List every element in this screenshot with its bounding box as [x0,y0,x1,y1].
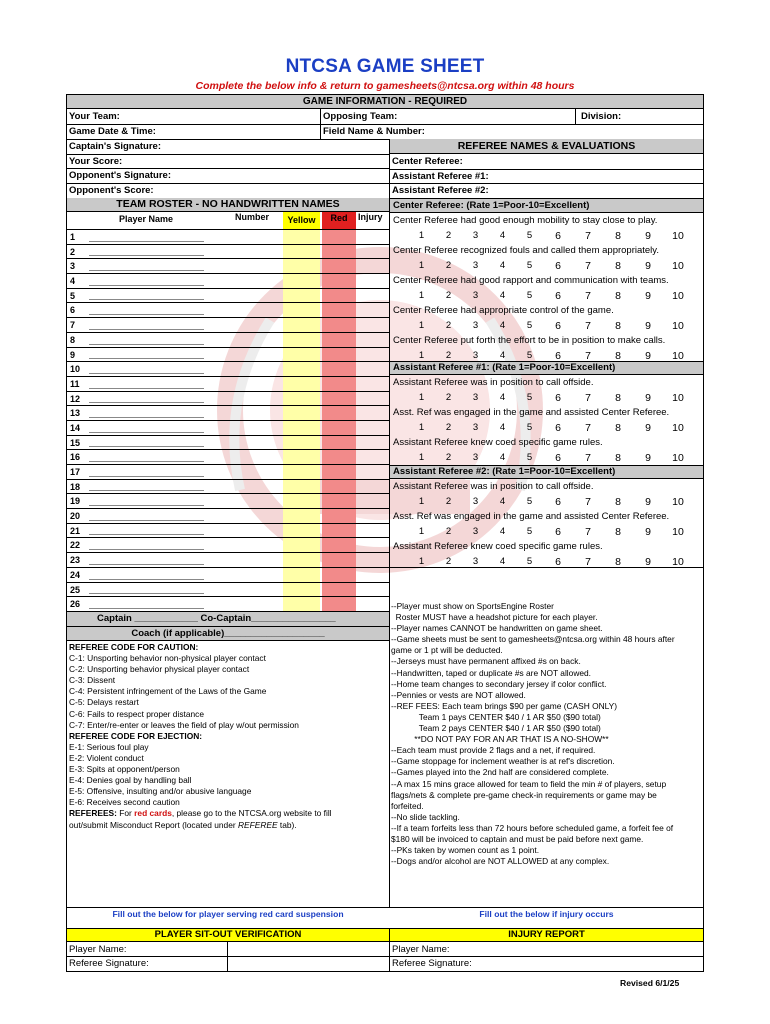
rating-option[interactable]: 7 [585,349,591,362]
ar2-questions [390,479,703,569]
rating-option[interactable]: 3 [472,320,479,331]
player-name-line[interactable] [89,421,204,433]
roster-row [67,361,389,376]
rating-option[interactable]: 4 [499,320,506,331]
roster-row [67,332,389,347]
rule-line: --Player must show on SportsEngine Roster [391,601,554,611]
rating-option[interactable]: 4 [499,392,506,403]
rating-question: Assistant Referee knew coed specific game rules. [393,437,603,448]
roster-row-number: 13 [70,408,81,419]
col-injury: Injury [358,212,383,222]
rating-option[interactable]: 1 [418,260,425,271]
rating-option[interactable]: 7 [585,525,591,538]
rating-option[interactable]: 9 [645,229,651,242]
rating-option[interactable]: 8 [615,451,621,464]
rule-line: Team 2 pays CENTER $40 / 1 AR $50 ($90 total) [391,723,601,734]
roster-row [67,582,389,597]
assistant-referee-1-label: Assistant Referee #1: [392,171,489,182]
rating-option[interactable]: 4 [499,526,506,537]
rating-option[interactable]: 10 [672,495,684,508]
roster-row-number: 15 [70,437,81,448]
rating-option[interactable]: 7 [585,319,591,332]
rating-option[interactable]: 10 [672,525,684,538]
rating-option[interactable]: 10 [672,289,684,302]
player-name-line[interactable] [89,406,204,418]
rating-question: Assistant Referee was in position to call offside. [393,481,594,492]
rating-question: Center Referee had appropriate control of the game. [393,305,614,316]
referees-note: REFEREES: For red cards, please go to the NTCSA.org website to fill [69,808,332,819]
roster-row [67,258,389,273]
rating-option[interactable]: 6 [555,391,561,404]
page-title: NTCSA GAME SHEET [285,56,485,77]
roster-row-number: 4 [70,276,76,287]
rating-option[interactable]: 9 [645,555,651,568]
rating-question: Assistant Referee knew coed specific game rules. [393,541,603,552]
roster-row [67,479,389,494]
rating-option[interactable]: 4 [499,422,506,433]
rating-option[interactable]: 5 [526,526,533,537]
rating-option[interactable]: 10 [672,259,684,272]
page-subtitle: Complete the below info & return to gamesheets@ntcsa.org within 48 hours [195,80,575,92]
rule-line: $180 will be invoiced to captain and must be paid before next game. [391,833,644,844]
opponents-signature-label: Opponent's Signature: [69,170,172,181]
rule-line: --Home team changes to secondary jersey if color conflict. [391,678,607,689]
roster-row-number: 2 [70,246,76,257]
field-name-label: Field Name & Number: [323,126,425,137]
opponents-score-label: Opponent's Score: [69,185,154,196]
rating-option[interactable]: 3 [472,350,479,361]
opposing-team-label: Opposing Team: [323,111,398,122]
rule-line: --Each team must provide 2 flags and a net, if required. [391,745,596,756]
rating-option[interactable]: 2 [445,230,452,241]
injury-player-name: Player Name: [392,944,450,955]
code-item: E-6: Receives second caution [69,797,180,808]
rating-option[interactable]: 1 [418,320,425,331]
rating-option[interactable]: 8 [615,495,621,508]
rating-question: Asst. Ref was engaged in the game and assisted Center Referee. [393,407,670,418]
rating-option[interactable]: 4 [499,290,506,301]
rule-line: --REF FEES: Each team brings $90 per game (CASH ONLY) [391,700,618,711]
roster-row [67,405,389,420]
col-red: Red [322,212,356,229]
rating-option[interactable]: 4 [499,350,506,361]
rating-option[interactable]: 6 [555,451,561,464]
code-item: C-3: Dissent [69,675,116,686]
roster-row [67,523,389,538]
col-number: Number [235,212,270,222]
ar1-questions [390,375,703,465]
roster-row-number: 20 [70,511,81,522]
rating-option[interactable]: 3 [472,230,479,241]
rating-scale[interactable] [390,258,703,273]
rule-line: --Game stoppage for inclement weather is at ref's discretion. [391,756,615,767]
rating-scale[interactable] [390,420,703,435]
roster-row-number: 9 [70,349,76,360]
roster-row-number: 3 [70,261,76,272]
roster-row [67,244,389,259]
rating-option[interactable]: 6 [555,525,561,538]
roster-row [67,449,389,464]
player-name-line[interactable] [89,303,204,315]
player-name-line[interactable] [89,509,204,521]
rating-question: Center Referee had good enough mobility to stay close to play. [393,215,658,226]
player-name-line[interactable] [89,524,204,536]
rating-option[interactable]: 10 [672,349,684,362]
captains-signature-label: Captain's Signature: [69,141,161,152]
rating-option[interactable]: 5 [526,422,533,433]
rating-option[interactable]: 3 [472,260,479,271]
player-name-line[interactable] [89,377,204,389]
roster-rows [67,229,389,611]
roster-row-number: 12 [70,393,81,404]
rating-option[interactable]: 2 [445,260,452,271]
rating-question: Center Referee put forth the effort to be in position to make calls. [393,335,666,346]
rating-option[interactable]: 9 [645,349,651,362]
sitout-header: PLAYER SIT-OUT VERIFICATION [67,928,389,942]
rating-option[interactable]: 1 [418,496,425,507]
rating-option[interactable]: 8 [615,421,621,434]
sitout-player-name: Player Name: [69,944,127,955]
roster-row-number: 17 [70,467,81,477]
player-name-line[interactable] [89,583,204,595]
player-name-line[interactable] [89,436,204,448]
game-info-header: GAME INFORMATION - REQUIRED [67,95,703,109]
rating-option[interactable]: 10 [672,555,684,568]
rating-option[interactable]: 10 [672,421,684,434]
rating-option[interactable]: 3 [472,452,479,463]
rule-line: Team 1 pays CENTER $40 / 1 AR $50 ($90 total) [391,711,601,722]
player-name-line[interactable] [89,289,204,301]
injury-note: Fill out the below if injury occurs [479,909,614,919]
roster-row-number: 7 [70,320,76,331]
rating-option[interactable]: 4 [499,556,506,567]
rating-option[interactable]: 6 [555,259,561,272]
rating-option[interactable]: 9 [645,319,651,332]
ejection-title: REFEREE CODE FOR EJECTION: [69,730,203,741]
rating-option[interactable]: 10 [672,319,684,332]
rating-scale[interactable] [390,390,703,405]
rule-line: --Handwritten, taped or duplicate #s are NOT allowed. [391,667,592,678]
roster-row [67,376,389,391]
rating-option[interactable]: 2 [445,556,452,567]
rating-option[interactable]: 9 [645,421,651,434]
roster-row [67,596,389,611]
rule-line: forfeited. [391,800,424,811]
roster-row-number: 18 [70,481,81,492]
rating-option[interactable]: 6 [555,349,561,362]
game-date-time-label: Game Date & Time: [69,126,156,137]
rating-option[interactable]: 5 [526,290,533,301]
rating-option[interactable]: 3 [472,422,479,433]
roster-row [67,420,389,435]
rating-option[interactable]: 8 [615,349,621,362]
roster-row [67,347,389,362]
roster-row-number: 24 [70,569,81,580]
code-item: C-1: Unsporting behavior non-physical player contact [69,653,266,664]
your-team-label: Your Team: [69,111,120,122]
rule-line: --Pennies or vests are NOT allowed. [391,689,526,700]
rating-option[interactable]: 2 [445,452,452,463]
rating-question: Asst. Ref was engaged in the game and assisted Center Referee. [393,511,670,522]
code-item: E-4: Denies goal by handling ball [69,775,192,786]
rating-option[interactable]: 4 [499,496,506,507]
your-score-label: Your Score: [69,156,123,167]
rating-option[interactable]: 9 [645,525,651,538]
player-name-line[interactable] [89,392,204,404]
rating-option[interactable]: 2 [445,526,452,537]
rating-option[interactable]: 3 [472,526,479,537]
rating-option[interactable]: 2 [445,320,452,331]
player-name-line[interactable] [89,494,204,506]
rating-option[interactable]: 4 [499,260,506,271]
sitout-referee-signature: Referee Signature: [69,958,149,969]
rating-option[interactable]: 7 [585,451,591,464]
rating-option[interactable]: 10 [672,229,684,242]
injury-header: INJURY REPORT [390,928,703,942]
sitout-note: Fill out the below for player serving red card suspension [112,909,344,919]
rating-option[interactable]: 8 [615,259,621,272]
roster-row [67,493,389,508]
rule-line: --Game sheets must be sent to gamesheets@ntcsa.org within 48 hours after [391,634,675,645]
player-name-line[interactable] [89,245,204,257]
player-name-line[interactable] [89,553,204,565]
rating-option[interactable]: 9 [645,289,651,302]
rule-line: Roster MUST have a headshot picture for each player. [391,612,598,623]
roster-header: TEAM ROSTER - NO HANDWRITTEN NAMES [67,198,389,212]
roster-row-number: 6 [70,305,76,316]
rating-option[interactable]: 2 [445,496,452,507]
rating-option[interactable]: 5 [526,260,533,271]
player-name-line[interactable] [89,480,204,492]
rating-option[interactable]: 2 [445,392,452,403]
rule-line: --PKs taken by women count as 1 point. [391,845,540,856]
code-item: E-3: Spits at opponent/person [69,764,180,775]
rating-option[interactable]: 6 [555,495,561,508]
rating-option[interactable]: 10 [672,391,684,404]
rating-option[interactable]: 6 [555,319,561,332]
rating-option[interactable]: 7 [585,391,591,404]
rating-option[interactable]: 5 [526,320,533,331]
code-item: C-7: Enter/re-enter or leaves the field of play w/out permission [69,719,299,730]
rating-option[interactable]: 1 [418,230,425,241]
roster-row [67,391,389,406]
rule-line: game or 1 pt will be deducted. [391,645,503,656]
roster-row [67,273,389,288]
roster-row-number: 26 [70,599,81,610]
rating-option[interactable]: 4 [499,452,506,463]
caution-title: REFEREE CODE FOR CAUTION: [69,642,199,652]
rating-scale[interactable] [390,318,703,333]
ar2-rating-header: Assistant Referee #2: (Rate 1=Poor-10=Excellent) [390,465,703,479]
rule-line: --If a team forfeits less than 72 hours before scheduled game, a forfeit fee of [391,822,674,833]
rules-list [391,601,703,867]
player-name-line[interactable] [89,259,204,271]
roster-row [67,508,389,523]
rating-option[interactable]: 1 [418,556,425,567]
rating-scale[interactable] [390,288,703,303]
player-name-line[interactable] [89,274,204,286]
rating-option[interactable]: 9 [645,259,651,272]
rule-line: --Player names CANNOT be handwritten on game sheet. [391,623,603,634]
rating-option[interactable]: 5 [526,230,533,241]
rule-line: **DO NOT PAY FOR AN AR THAT IS A NO-SHOW** [391,734,609,745]
rating-option[interactable]: 6 [555,555,561,568]
player-name-line[interactable] [89,348,204,360]
injury-referee-signature: Referee Signature: [392,958,472,969]
revised-date: Revised 6/1/25 [620,978,680,988]
player-name-line[interactable] [89,362,204,374]
rating-option[interactable]: 9 [645,495,651,508]
rating-option[interactable]: 7 [585,259,591,272]
roster-row-number: 11 [70,378,80,389]
rating-question: Center Referee had good rapport and communication with teams. [393,275,669,286]
roster-row-number: 25 [70,584,81,595]
division-label: Division: [581,111,622,122]
roster-row [67,317,389,332]
rating-option[interactable]: 8 [615,289,621,302]
rating-option[interactable]: 1 [418,422,425,433]
rating-option[interactable]: 7 [585,421,591,434]
rating-option[interactable]: 7 [585,555,591,568]
rating-option[interactable]: 8 [615,391,621,404]
rating-option[interactable]: 9 [645,391,651,404]
rule-line: --Games played into the 2nd half are considered complete. [391,767,609,778]
rating-scale[interactable] [390,450,703,465]
captain-line: Captain ____________ Co-Captain________________ [67,611,389,626]
rating-option[interactable]: 5 [526,496,533,507]
rule-line: flags/nets & complete pre-game check-in requirements or game may be [391,789,657,800]
rating-option[interactable]: 1 [418,290,425,301]
player-name-line[interactable] [89,568,204,580]
player-name-line[interactable] [89,465,204,477]
roster-row [67,229,389,244]
roster-row-number: 23 [70,555,81,566]
rating-scale[interactable] [390,524,703,539]
rating-scale[interactable] [390,494,703,509]
rule-line: --A max 15 mins grace allowed for team to field the min # of players, setup [391,778,667,789]
roster-row-number: 14 [70,422,81,433]
player-name-line[interactable] [89,538,204,550]
rating-option[interactable]: 7 [585,289,591,302]
rating-option[interactable]: 3 [472,290,479,301]
roster-row [67,302,389,317]
roster-row-number: 16 [70,452,81,463]
code-item: E-5: Offensive, insulting and/or abusive language [69,786,252,797]
rating-scale[interactable] [390,228,703,243]
rating-option[interactable]: 6 [555,229,561,242]
center-rating-header: Center Referee: (Rate 1=Poor-10=Excellent) [390,198,703,213]
rating-option[interactable]: 1 [418,392,425,403]
coach-line: Coach (if applicable)___________________ [67,626,389,641]
roster-row-number: 1 [70,232,76,242]
player-name-line[interactable] [89,597,204,609]
roster-row-number: 8 [70,334,76,345]
rating-question: Assistant Referee was in position to call offside. [393,377,594,388]
rating-option[interactable]: 3 [472,496,479,507]
rating-option[interactable]: 5 [526,556,533,567]
rating-option[interactable]: 9 [645,451,651,464]
referee-section-header: REFEREE NAMES & EVALUATIONS [390,139,703,154]
referees-note-2: out/submit Misconduct Report (located under REFEREE tab). [69,819,297,830]
col-player-name: Player Name [119,214,174,224]
rating-option[interactable]: 2 [445,422,452,433]
rating-option[interactable]: 5 [526,392,533,403]
rating-option[interactable]: 6 [555,289,561,302]
code-item: C-2: Unsporting behavior physical player contact [69,664,250,675]
rating-option[interactable]: 1 [418,526,425,537]
code-item: C-6: Fails to respect proper distance [69,708,204,719]
roster-row [67,435,389,450]
rating-option[interactable]: 4 [499,230,506,241]
assistant-referee-2-label: Assistant Referee #2: [392,185,489,196]
center-referee-questions [390,213,703,363]
rating-option[interactable]: 2 [445,290,452,301]
code-item: C-4: Persistent infringement of the Laws of the Game [69,686,267,697]
rating-option[interactable]: 8 [615,555,621,568]
roster-row [67,537,389,552]
rating-option[interactable]: 7 [585,495,591,508]
rating-option[interactable]: 1 [418,452,425,463]
roster-row-number: 10 [70,364,81,375]
rating-question: Center Referee recognized fouls and called them appropriately. [393,245,659,256]
code-item: E-1: Serious foul play [69,741,149,752]
rating-option[interactable]: 6 [555,421,561,434]
roster-row [67,552,389,567]
roster-row [67,288,389,303]
rule-line: --Dogs and/or alcohol are NOT ALLOWED at any complex. [391,856,610,867]
roster-row-number: 21 [70,525,81,536]
rating-option[interactable]: 5 [526,350,533,361]
player-name-line[interactable] [89,318,204,330]
rating-option[interactable]: 8 [615,229,621,242]
center-referee-label: Center Referee: [392,156,463,167]
rating-option[interactable]: 2 [445,350,452,361]
rule-line: --Jerseys must have permanent affixed #s on back. [391,656,581,667]
rating-option[interactable]: 8 [615,525,621,538]
code-item: C-5: Delays restart [69,697,139,708]
player-name-line[interactable] [89,450,204,462]
roster-row-number: 19 [70,496,81,507]
rating-option[interactable]: 5 [526,452,533,463]
rating-option[interactable]: 3 [472,392,479,403]
roster-row [67,464,389,479]
rating-option[interactable]: 8 [615,319,621,332]
roster-row [67,567,389,582]
ar1-rating-header: Assistant Referee #1: (Rate 1=Poor-10=Excellent) [390,361,703,375]
code-item: E-2: Violent conduct [69,752,144,763]
player-name-line[interactable] [89,333,204,345]
col-yellow: Yellow [283,212,320,229]
rating-option[interactable]: 7 [585,229,591,242]
game-sheet [66,94,704,972]
player-name-line[interactable] [89,230,204,242]
roster-row-number: 5 [70,290,76,301]
rating-option[interactable]: 10 [672,451,684,464]
referee-codes [69,642,387,831]
rule-line: --No slide tackling. [391,811,460,822]
rating-option[interactable]: 1 [418,350,425,361]
rating-option[interactable]: 3 [472,556,479,567]
roster-row-number: 22 [70,540,81,551]
